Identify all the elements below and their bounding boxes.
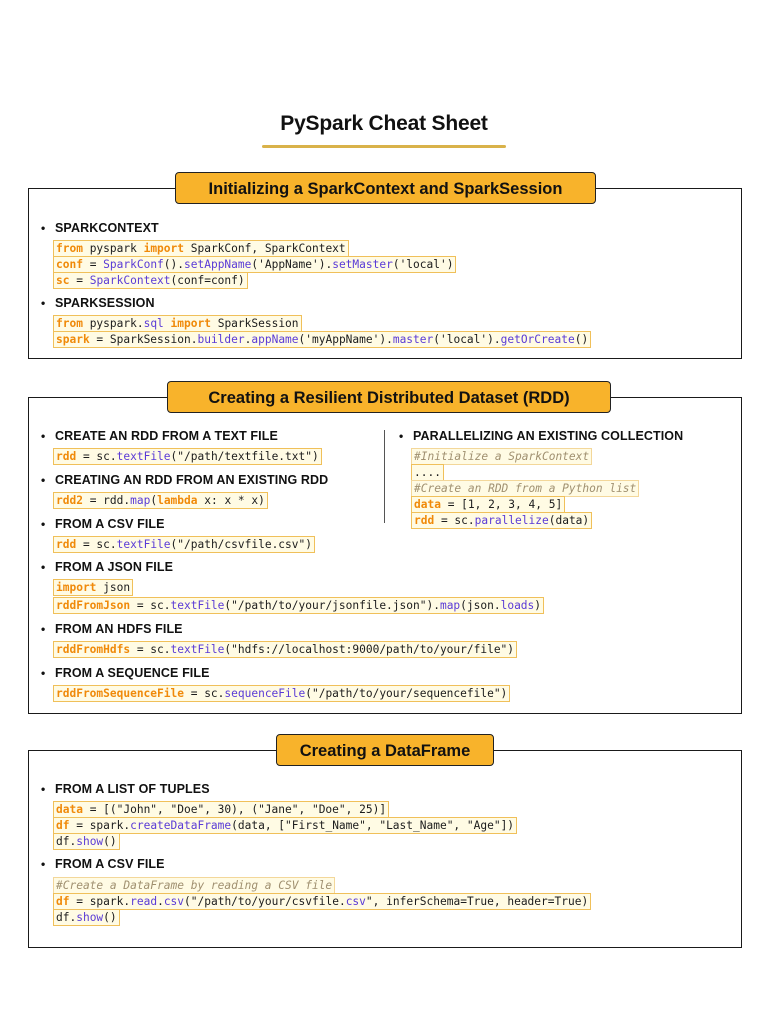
section-header: Initializing a SparkContext and SparkSession — [175, 172, 596, 204]
bullet-label: • FROM AN HDFS FILE — [55, 622, 183, 636]
section-rdd — [28, 389, 742, 714]
code-line: conf = SparkConf().setAppName('AppName').setMaster('local') — [53, 256, 456, 273]
code-line: rdd = sc.textFile("/path/csvfile.csv") — [53, 536, 315, 553]
bullet-label: • FROM A CSV FILE — [55, 517, 165, 531]
bullet-label: • FROM A JSON FILE — [55, 560, 173, 574]
bullet-label: • FROM A LIST OF TUPLES — [55, 782, 210, 796]
code-line: df.show() — [53, 833, 120, 850]
title-underline — [262, 145, 506, 148]
code-line: from pyspark import SparkConf, SparkContext — [53, 240, 349, 257]
page-title: PySpark Cheat Sheet — [280, 112, 488, 135]
bullet-label: • CREATE AN RDD FROM A TEXT FILE — [55, 429, 278, 443]
code-line: rddFromJson = sc.textFile("/path/to/your/jsonfile.json").map(json.loads) — [53, 597, 544, 614]
code-line: df.show() — [53, 909, 120, 926]
column-divider — [384, 430, 385, 523]
code-line: rdd = sc.parallelize(data) — [411, 512, 592, 529]
code-line: df = spark.read.csv("/path/to/your/csvfile.csv", inferSchema=True, header=True) — [53, 893, 591, 910]
section-header: Creating a DataFrame — [276, 734, 494, 766]
bullet-label: • PARALLELIZING AN EXISTING COLLECTION — [413, 429, 683, 443]
bullet-label: • FROM A CSV FILE — [55, 857, 165, 871]
code-line: sc = SparkContext(conf=conf) — [53, 272, 248, 289]
code-comment: #Create an RDD from a Python list — [411, 480, 639, 497]
code-line: data = [1, 2, 3, 4, 5] — [411, 496, 565, 513]
code-line: df = spark.createDataFrame(data, ["First_Name", "Last_Name", "Age"]) — [53, 817, 517, 834]
code-line: .... — [411, 464, 444, 481]
code-line: from pyspark.sql import SparkSession — [53, 315, 302, 332]
code-line: spark = SparkSession.builder.appName('myAppName').master('local').getOrCreate() — [53, 331, 591, 348]
section-header: Creating a Resilient Distributed Dataset (RDD) — [167, 381, 611, 413]
code-line: import json — [53, 579, 133, 596]
section-dataframe — [28, 742, 742, 948]
code-line: rdd = sc.textFile("/path/textfile.txt") — [53, 448, 322, 465]
bullet-label: • SPARKSESSION — [55, 296, 155, 310]
code-comment: #Initialize a SparkContext — [411, 448, 592, 465]
code-line: rddFromHdfs = sc.textFile("hdfs://localhost:9000/path/to/your/file") — [53, 641, 517, 658]
section-spark-init — [28, 180, 742, 359]
code-line: rddFromSequenceFile = sc.sequenceFile("/path/to/your/sequencefile") — [53, 685, 510, 702]
bullet-label: • FROM A SEQUENCE FILE — [55, 666, 210, 680]
code-line: data = [("John", "Doe", 30), ("Jane", "Doe", 25)] — [53, 801, 389, 818]
bullet-label: • CREATING AN RDD FROM AN EXISTING RDD — [55, 473, 328, 487]
code-comment: #Create a DataFrame by reading a CSV file — [53, 877, 335, 894]
code-line: rdd2 = rdd.map(lambda x: x * x) — [53, 492, 268, 509]
bullet-label: • SPARKCONTEXT — [55, 221, 159, 235]
